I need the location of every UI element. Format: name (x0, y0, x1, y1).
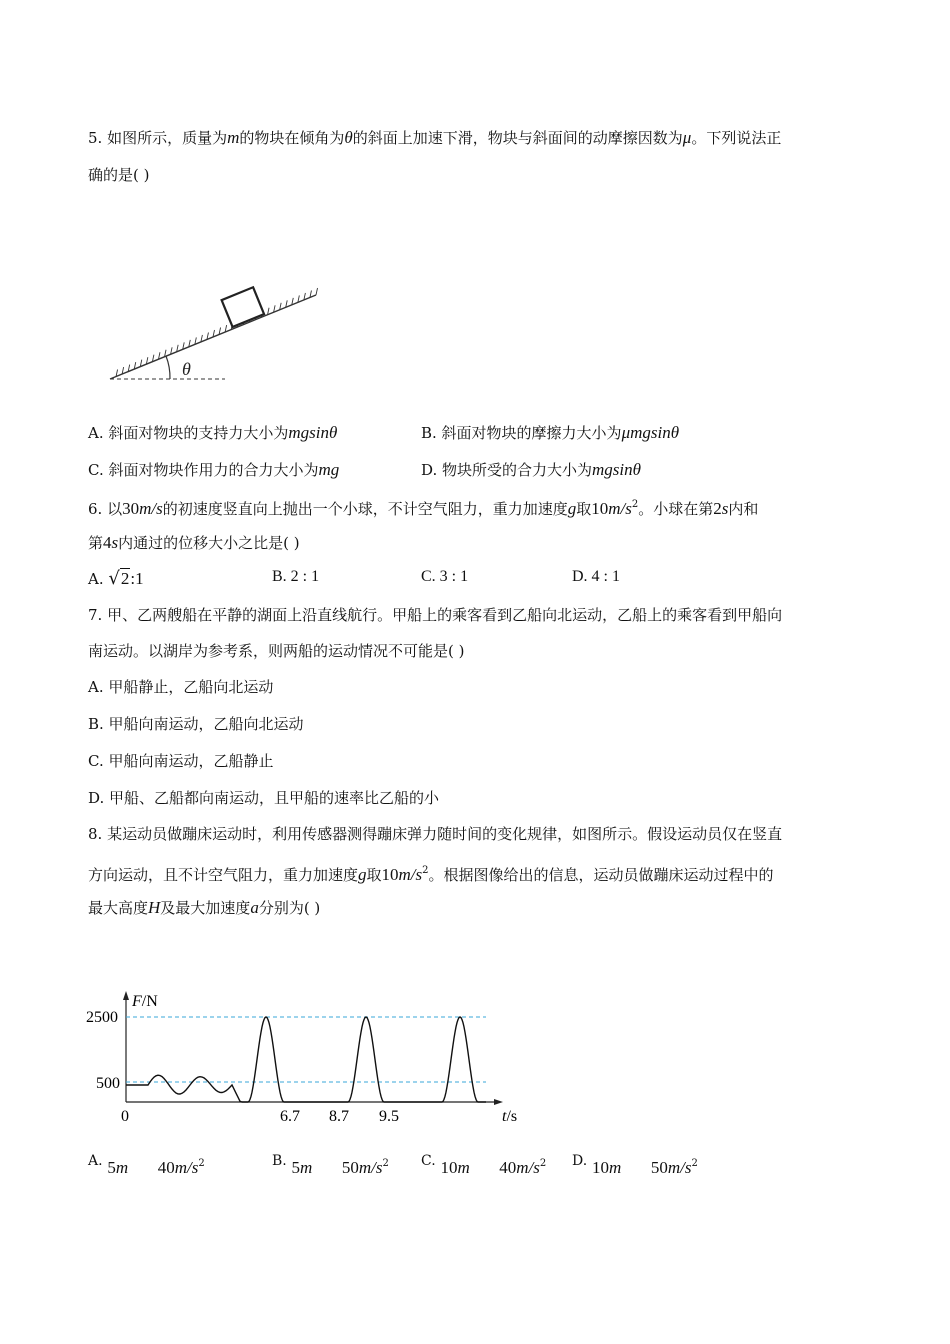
y-axis-label: F/N (132, 993, 158, 1010)
q6-option-a[interactable]: A. √2:1 (88, 568, 144, 589)
q7-stem-line2: 南运动。以湖岸为参考系，则两船的运动情况不可能是( ) (88, 642, 465, 660)
q8-option-b[interactable]: B. 5m $50m/s^2$ (272, 1153, 389, 1177)
q6-stem-line2: 第4s内通过的位移大小之比是( ) (88, 533, 300, 552)
q7-option-c[interactable]: C. 甲船向南运动，乙船静止 (88, 752, 274, 770)
angle-theta-label: θ (182, 359, 191, 379)
xtick-9.5: 9.5 (379, 1108, 399, 1125)
q7-stem-line1: 7. 甲、乙两艘船在平静的湖面上沿直线航行。甲船上的乘客看到乙船向北运动，乙船上的乘客看到甲船向 (88, 606, 783, 624)
force-curve (126, 1017, 486, 1102)
block (222, 287, 264, 327)
q5-option-c[interactable]: C. 斜面对物块作用力的合力大小为mg (88, 460, 340, 479)
xtick-8.7: 8.7 (329, 1108, 349, 1125)
q8-option-c[interactable]: C. 10m $40m/s^2$ (421, 1153, 547, 1177)
x-axis-label: t/s (502, 1108, 518, 1125)
incline-figure (100, 280, 330, 390)
sqrt-sign: √ (108, 568, 120, 589)
q7-option-b[interactable]: B. 甲船向南运动，乙船向北运动 (88, 715, 304, 733)
q8-stem-line2: 方向运动，且不计空气阻力，重力加速度g取$10m/s^2$。根据图像给出的信息，运动员做蹦床运动过程中的 (88, 865, 774, 884)
xtick-6.7: 6.7 (280, 1108, 300, 1125)
ytick-2500: 2500 (86, 1009, 118, 1026)
q5-stem-line2: 确的是( ) (88, 166, 150, 184)
origin-label: 0 (121, 1108, 129, 1125)
q7-option-a[interactable]: A. 甲船静止，乙船向北运动 (88, 678, 274, 696)
q8-stem-line3: 最大高度H及最大加速度a分别为( ) (88, 898, 321, 917)
q8-stem-line1: 8. 某运动员做蹦床运动时，利用传感器测得蹦床弹力随时间的变化规律，如图所示。假设运动员仅在竖直 (88, 825, 783, 843)
incline-hatching (116, 288, 317, 377)
angle-arc (166, 356, 170, 379)
q6-option-b[interactable]: B. 2 : 1 (272, 568, 320, 585)
q5-stem-line1: 5. 如图所示，质量为m的物块在倾角为θ的斜面上加速下滑，物块与斜面间的动摩擦因数为μ。下列说法正 (88, 128, 782, 147)
q6-option-d[interactable]: D. 4 : 1 (572, 568, 620, 585)
y-axis-arrow (123, 991, 129, 1000)
q5-option-a[interactable]: A. 斜面对物块的支持力大小为mgsinθ (88, 423, 338, 442)
q6-option-c[interactable]: C. 3 : 1 (421, 568, 469, 585)
q8-option-a[interactable]: A. 5m $40m/s^2$ (88, 1153, 205, 1177)
q7-option-d[interactable]: D. 甲船、乙船都向南运动，且甲船的速率比乙船的小 (88, 789, 440, 807)
q5-option-d[interactable]: D. 物块所受的合力大小为mgsinθ (421, 460, 641, 479)
q8-option-d[interactable]: D. 10m $50m/s^2$ (572, 1153, 698, 1177)
q6-stem-line1: 6. 以30m/s的初速度竖直向上抛出一个小球，不计空气阻力，重力加速度g取$10m/s^2$。小球在第2s内和 (88, 499, 759, 518)
q5-option-b[interactable]: B. 斜面对物块的摩擦力大小为μmgsinθ (421, 423, 680, 442)
force-time-chart (80, 988, 530, 1128)
x-axis-arrow (494, 1099, 503, 1105)
ytick-500: 500 (96, 1075, 120, 1092)
